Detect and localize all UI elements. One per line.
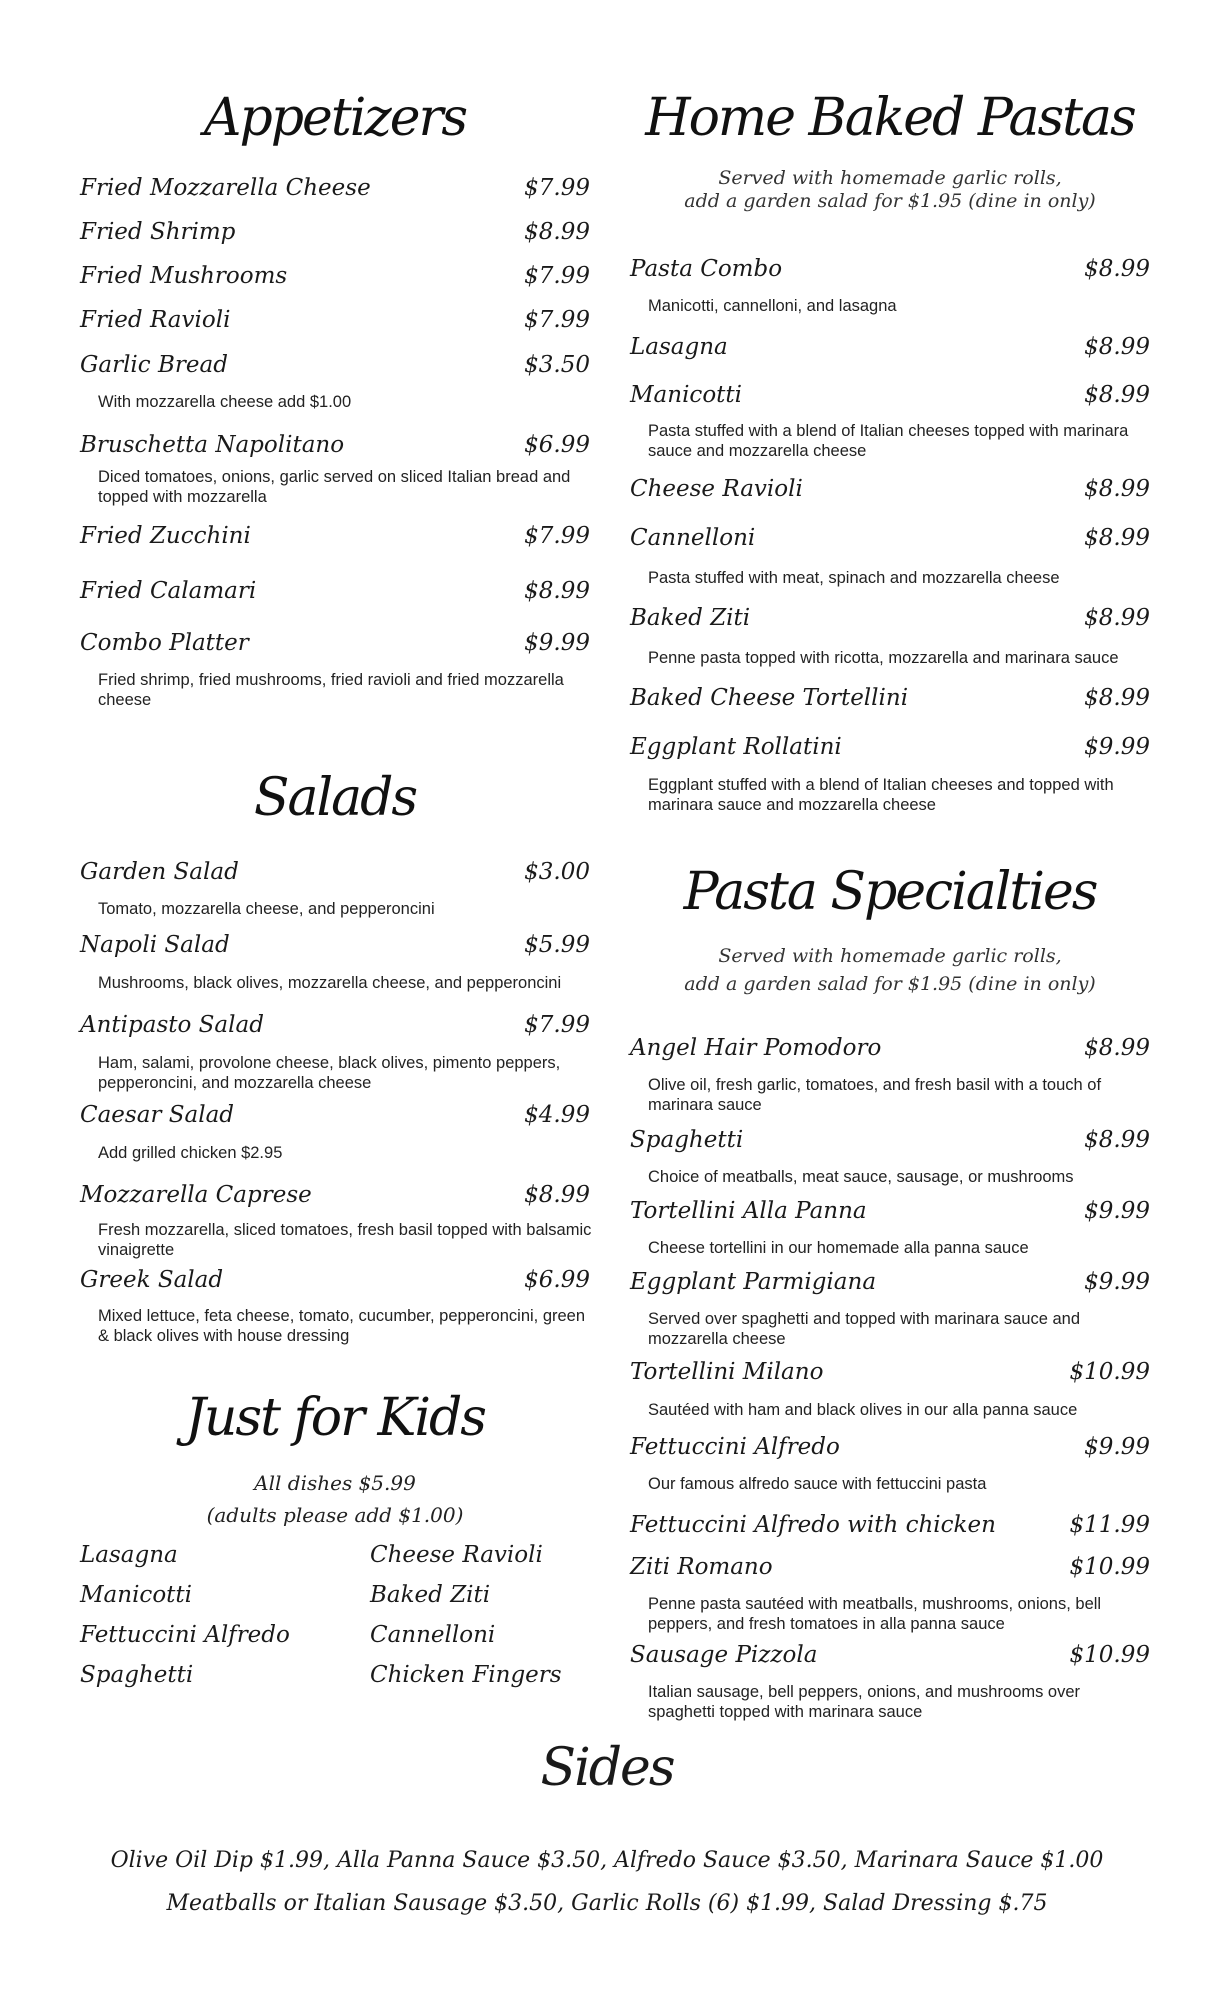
menu-item-price: $7.99 xyxy=(524,307,590,333)
menu-item-name: Pasta Combo xyxy=(630,256,783,282)
menu-item-name: Fettuccini Alfredo with chicken xyxy=(630,1512,996,1538)
menu-item-row xyxy=(630,1267,1150,1301)
menu-item-name: Spaghetti xyxy=(630,1127,744,1153)
menu-item-name: Cheese Ravioli xyxy=(630,476,803,502)
menu-item-price: $7.99 xyxy=(524,1012,590,1038)
menu-item-row xyxy=(630,523,1150,557)
menu-item-description: Sautéed with ham and black olives in our alla panna sauce xyxy=(648,1401,1078,1419)
menu-item-price: $3.50 xyxy=(524,352,590,378)
menu-item-price: $10.99 xyxy=(1069,1359,1150,1385)
menu-item-row xyxy=(630,1357,1150,1391)
menu-item-description: Pasta stuffed with meat, spinach and mozzarella cheese xyxy=(648,569,1060,587)
menu-item-price: $8.99 xyxy=(1084,382,1150,408)
kids-menu-item: Baked Ziti xyxy=(370,1582,491,1608)
menu-item-name: Manicotti xyxy=(630,382,743,408)
menu-item-row xyxy=(80,521,590,555)
appetizers-heading: Appetizers xyxy=(203,88,467,148)
menu-item-price: $8.99 xyxy=(1084,1035,1150,1061)
sides-line-1: Olive Oil Dip $1.99, Alla Panna Sauce $3.50, Alfredo Sauce $3.50, Marinara Sauce $1.00 xyxy=(110,1848,1104,1873)
menu-item-description: Pasta stuffed with a blend of Italian cheeses topped with marinara sauce and mozzarella cheese xyxy=(648,422,1129,460)
menu-item-row xyxy=(630,603,1150,637)
menu-item-row xyxy=(80,430,590,464)
menu-item-price: $8.99 xyxy=(1084,334,1150,360)
menu-item-name: Bruschetta Napolitano xyxy=(80,432,345,458)
menu-item-description: Ham, salami, provolone cheese, black olives, pimento peppers, pepperoncini, and mozzarella cheese xyxy=(98,1054,561,1092)
menu-item-name: Antipasto Salad xyxy=(80,1012,264,1038)
menu-item-price: $8.99 xyxy=(1084,605,1150,631)
menu-item-price: $6.99 xyxy=(524,432,590,458)
menu-item-name: Baked Ziti xyxy=(630,605,751,631)
menu-item-name: Fried Shrimp xyxy=(80,219,236,245)
menu-item-name: Fettuccini Alfredo xyxy=(630,1434,840,1460)
menu-item-name: Tortellini Alla Panna xyxy=(630,1198,867,1224)
menu-item-name: Lasagna xyxy=(630,334,728,360)
menu-item-name: Garden Salad xyxy=(80,859,239,885)
pastas-heading: Home Baked Pastas xyxy=(645,88,1135,148)
menu-item-row xyxy=(630,1552,1150,1586)
menu-item-description: Penne pasta topped with ricotta, mozzarella and marinara sauce xyxy=(648,649,1119,667)
menu-item-description: Choice of meatballs, meat sauce, sausage, or mushrooms xyxy=(648,1168,1074,1186)
menu-item-row xyxy=(80,1100,590,1134)
kids-adult-note: (adults please add $1.00) xyxy=(206,1503,464,1527)
menu-item-price: $8.99 xyxy=(1084,1127,1150,1153)
menu-item-description: Manicotti, cannelloni, and lasagna xyxy=(648,297,897,315)
menu-item-row xyxy=(630,380,1150,414)
menu-item-description: Olive oil, fresh garlic, tomatoes, and fresh basil with a touch of marinara sauce xyxy=(648,1076,1102,1114)
menu-item-description: Served over spaghetti and topped with marinara sauce and mozzarella cheese xyxy=(648,1310,1081,1348)
kids-heading: Just for Kids xyxy=(185,1388,485,1448)
menu-item-description: Eggplant stuffed with a blend of Italian cheeses and topped with marinara sauce and mozzarella cheese xyxy=(648,776,1114,814)
menu-item-price: $8.99 xyxy=(1084,476,1150,502)
menu-item-row xyxy=(80,261,590,295)
kids-menu-item: Cannelloni xyxy=(370,1622,496,1648)
menu-item-row xyxy=(630,1033,1150,1067)
kids-price-note: All dishes $5.99 xyxy=(254,1471,416,1495)
menu-item-row xyxy=(630,1432,1150,1466)
menu-item-name: Eggplant Rollatini xyxy=(630,734,842,760)
kids-menu-item: Lasagna xyxy=(80,1542,178,1568)
pastas-subtitle-1: Served with homemade garlic rolls, xyxy=(718,167,1062,189)
menu-item-name: Fried Ravioli xyxy=(80,307,231,333)
kids-menu-item: Chicken Fingers xyxy=(370,1662,562,1688)
menu-item-name: Ziti Romano xyxy=(630,1554,773,1580)
menu-item-row xyxy=(630,1510,1150,1544)
menu-item-description: Cheese tortellini in our homemade alla panna sauce xyxy=(648,1239,1029,1257)
menu-item-description: Diced tomatoes, onions, garlic served on sliced Italian bread and topped with mozzarella xyxy=(98,468,571,506)
menu-item-price: $10.99 xyxy=(1069,1642,1150,1668)
menu-item-price: $3.00 xyxy=(524,859,590,885)
menu-item-price: $7.99 xyxy=(524,523,590,549)
menu-item-price: $8.99 xyxy=(524,578,590,604)
menu-item-name: Fried Mushrooms xyxy=(80,263,288,289)
menu-item-row xyxy=(80,576,590,610)
menu-item-price: $8.99 xyxy=(1084,256,1150,282)
sides-heading: Sides xyxy=(540,1738,674,1798)
menu-item-name: Fried Mozzarella Cheese xyxy=(80,175,371,201)
menu-item-price: $7.99 xyxy=(524,263,590,289)
kids-menu-item: Manicotti xyxy=(80,1582,193,1608)
menu-item-price: $4.99 xyxy=(524,1102,590,1128)
menu-item-description: Add grilled chicken $2.95 xyxy=(98,1144,283,1162)
menu-item-price: $7.99 xyxy=(524,175,590,201)
menu-item-row xyxy=(80,173,590,207)
menu-item-name: Sausage Pizzola xyxy=(630,1642,818,1668)
specialties-subtitle-1: Served with homemade garlic rolls, xyxy=(718,945,1062,967)
specialties-subtitle-2: add a garden salad for $1.95 (dine in only) xyxy=(684,973,1096,995)
menu-item-price: $9.99 xyxy=(1084,1269,1150,1295)
menu-item-row xyxy=(630,1125,1150,1159)
menu-item-description: Mixed lettuce, feta cheese, tomato, cucumber, pepperoncini, green & black olives with house dressing xyxy=(98,1307,586,1345)
menu-item-description: Fried shrimp, fried mushrooms, fried ravioli and fried mozzarella cheese xyxy=(98,671,564,709)
menu-item-name: Baked Cheese Tortellini xyxy=(630,685,909,711)
menu-item-row xyxy=(80,628,590,662)
menu-item-name: Fried Zucchini xyxy=(80,523,251,549)
menu-item-name: Fried Calamari xyxy=(80,578,257,604)
menu-item-row xyxy=(630,332,1150,366)
menu-item-price: $5.99 xyxy=(524,932,590,958)
menu-item-price: $8.99 xyxy=(524,219,590,245)
kids-menu-item: Cheese Ravioli xyxy=(370,1542,543,1568)
menu-item-name: Greek Salad xyxy=(80,1267,224,1293)
menu-item-row xyxy=(80,1010,590,1044)
menu-item-price: $8.99 xyxy=(1084,685,1150,711)
specialties-heading: Pasta Specialties xyxy=(683,862,1097,922)
menu-item-description: Tomato, mozzarella cheese, and pepperoncini xyxy=(98,900,435,918)
menu-item-description: Penne pasta sautéed with meatballs, mushrooms, onions, bell peppers, and fresh tomatoes in alla panna sauce xyxy=(648,1595,1102,1633)
menu-item-row xyxy=(630,1196,1150,1230)
kids-menu-item: Spaghetti xyxy=(80,1662,194,1688)
menu-item-row xyxy=(630,254,1150,288)
menu-item-name: Cannelloni xyxy=(630,525,756,551)
menu-item-row xyxy=(630,683,1150,717)
menu-item-price: $8.99 xyxy=(524,1182,590,1208)
menu-item-price: $8.99 xyxy=(1084,525,1150,551)
menu-item-name: Combo Platter xyxy=(80,630,249,656)
menu-item-name: Garlic Bread xyxy=(80,352,228,378)
menu-item-name: Caesar Salad xyxy=(80,1102,235,1128)
menu-item-price: $9.99 xyxy=(524,630,590,656)
menu-item-name: Mozzarella Caprese xyxy=(80,1182,312,1208)
sides-line-2: Meatballs or Italian Sausage $3.50, Garlic Rolls (6) $1.99, Salad Dressing $.75 xyxy=(166,1891,1048,1916)
menu-item-row xyxy=(80,1180,590,1214)
menu-item-row xyxy=(80,350,590,384)
menu-item-name: Tortellini Milano xyxy=(630,1359,824,1385)
menu-item-name: Eggplant Parmigiana xyxy=(630,1269,877,1295)
menu-item-price: $9.99 xyxy=(1084,1198,1150,1224)
menu-item-row xyxy=(630,1640,1150,1674)
menu-item-price: $11.99 xyxy=(1069,1512,1150,1538)
menu-item-price: $9.99 xyxy=(1084,734,1150,760)
menu-item-description: Fresh mozzarella, sliced tomatoes, fresh basil topped with balsamic vinaigrette xyxy=(98,1221,592,1259)
menu-item-description: Mushrooms, black olives, mozzarella cheese, and pepperoncini xyxy=(98,974,562,992)
salads-heading: Salads xyxy=(253,768,417,828)
kids-menu-item: Fettuccini Alfredo xyxy=(80,1622,290,1648)
menu-item-row xyxy=(80,305,590,339)
menu-item-row xyxy=(80,930,590,964)
menu-item-price: $10.99 xyxy=(1069,1554,1150,1580)
menu-item-row xyxy=(80,857,590,891)
menu-item-row xyxy=(630,474,1150,508)
menu-item-name: Angel Hair Pomodoro xyxy=(630,1035,882,1061)
menu-item-price: $9.99 xyxy=(1084,1434,1150,1460)
menu-item-description: Italian sausage, bell peppers, onions, and mushrooms over spaghetti topped with marinara sauce xyxy=(648,1683,1081,1721)
menu-item-row xyxy=(630,732,1150,766)
menu-item-price: $6.99 xyxy=(524,1267,590,1293)
menu-item-row xyxy=(80,1265,590,1299)
menu-item-row xyxy=(80,217,590,251)
menu-item-name: Napoli Salad xyxy=(80,932,230,958)
menu-item-description: With mozzarella cheese add $1.00 xyxy=(98,393,352,411)
menu-item-description: Our famous alfredo sauce with fettuccini pasta xyxy=(648,1475,987,1493)
pastas-subtitle-2: add a garden salad for $1.95 (dine in only) xyxy=(684,190,1096,212)
